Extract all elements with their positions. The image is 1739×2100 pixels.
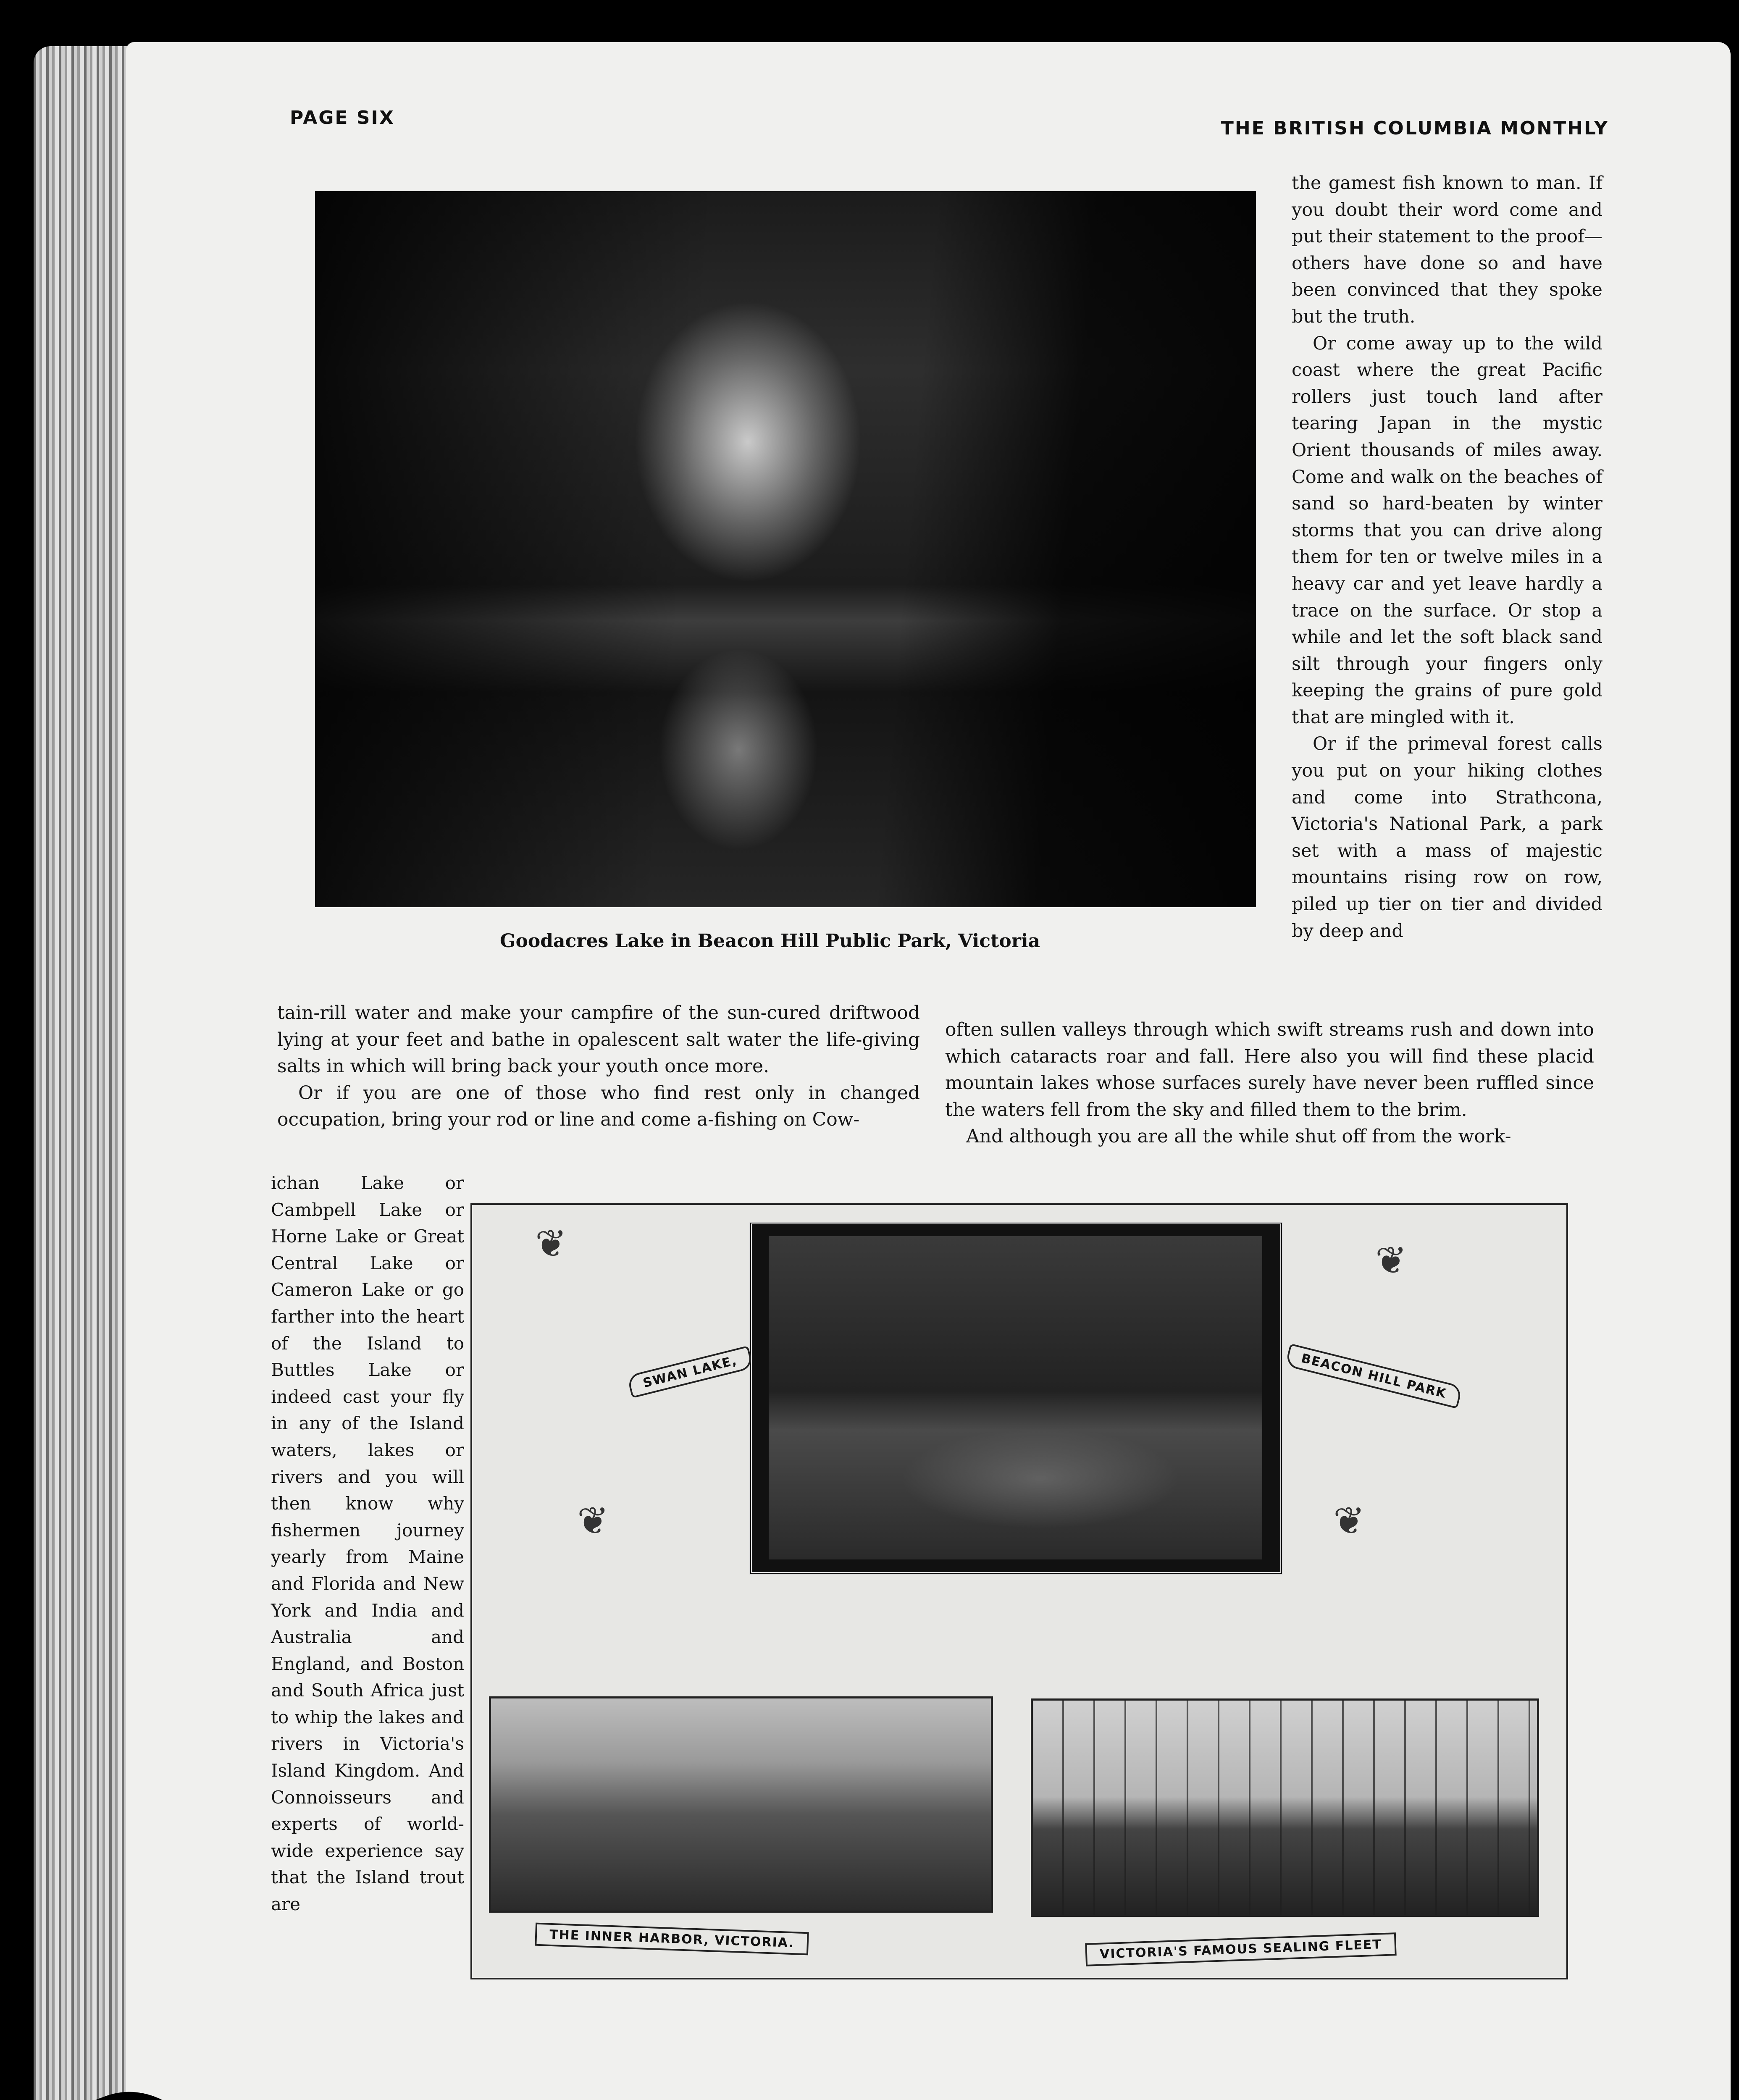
leaf-ornament-icon: ❦ [1375, 1239, 1407, 1283]
swan-lake-banner: SWAN LAKE, [627, 1346, 754, 1398]
magazine-title-header: THE BRITISH COLUMBIA MONTHLY [1221, 118, 1609, 139]
page-number-header: PAGE SIX [290, 107, 395, 129]
swan-lake-photo [769, 1236, 1262, 1559]
goodacres-lake-photo [315, 191, 1256, 907]
article-column-narrow [271, 1170, 464, 1918]
beacon-hill-park-banner: BEACON HILL PARK [1285, 1344, 1463, 1409]
swan-lake-frame [749, 1222, 1283, 1575]
lake-photo-caption: Goodacres Lake in Beacon Hill Public Park, Victoria [500, 930, 1040, 952]
sealing-fleet-banner: VICTORIA'S FAMOUS SEALING FLEET [1085, 1932, 1396, 1966]
inner-harbor-banner: THE INNER HARBOR, VICTORIA. [535, 1923, 809, 1956]
paragraph: And although you are all the while shut off from the work- [966, 1126, 1511, 1147]
paragraph: Or if you are one of those who find rest only in changed occupation, bring your rod or line and come a-fishing on Cow- [277, 1082, 920, 1131]
leaf-ornament-icon: ❦ [1333, 1499, 1365, 1543]
sealing-fleet-photo [1031, 1698, 1539, 1917]
leaf-ornament-icon: ❦ [535, 1222, 567, 1266]
paragraph: the gamest fish known to man. If you doubt their word come and put their statement to the proof—others have done so and have been convinced that they spoke but the truth. [1292, 173, 1602, 327]
victoria-postcard-collage [470, 1203, 1568, 1979]
article-column-left-mid [277, 1000, 920, 1133]
photo-tree-shading [315, 191, 1256, 907]
leaf-ornament-icon: ❦ [577, 1499, 609, 1543]
article-column-right-top [1292, 170, 1602, 945]
paragraph: Or if the primeval forest calls you put on your hiking clothes and come into Strathcona, Victoria's National Park, a park set with a mass of majestic mountains rising row on row, piled up tier on tier and divided by deep and [1292, 733, 1602, 942]
paragraph: ichan Lake or Cambpell Lake or Horne Lake or Great Central Lake or Cameron Lake or go farther into the heart of the Island to Buttles Lake or indeed cast your fly in any of the Island waters, lakes or rivers and you will then know why fishermen journey yearly from Maine and Florida and New York and India and Australia and England, and Boston and South Africa just to whip the lakes and rivers in Victoria's Island Kingdom. And Connoisseurs and experts of world-wide experience say that the Island trout are [271, 1173, 464, 1915]
paragraph: often sullen valleys through which swift streams rush and down into which cataracts roar and fall. Here also you will find these placid mountain lakes whose surfaces surely have never been ruffled since the waters fell from the sky and filled them to the brim. [945, 1019, 1594, 1121]
inner-harbor-photo [489, 1696, 993, 1913]
article-column-right-mid [945, 1016, 1594, 1150]
paragraph: tain-rill water and make your campfire of the sun-cured driftwood lying at your feet and bathe in opalescent salt water the life-giving salts in which will bring back your youth once more. [277, 1002, 920, 1077]
paragraph: Or come away up to the wild coast where the great Pacific rollers just touch land after tearing Japan in the mystic Orient thousands of miles away. Come and walk on the beaches of sand so hard-beaten by winter storms that you can drive along them for ten or twelve miles in a heavy car and yet leave hardly a trace on the surface. Or stop a while and let the soft black sand silt through your fingers only keeping the grains of pure gold that are mingled with it. [1292, 333, 1602, 728]
